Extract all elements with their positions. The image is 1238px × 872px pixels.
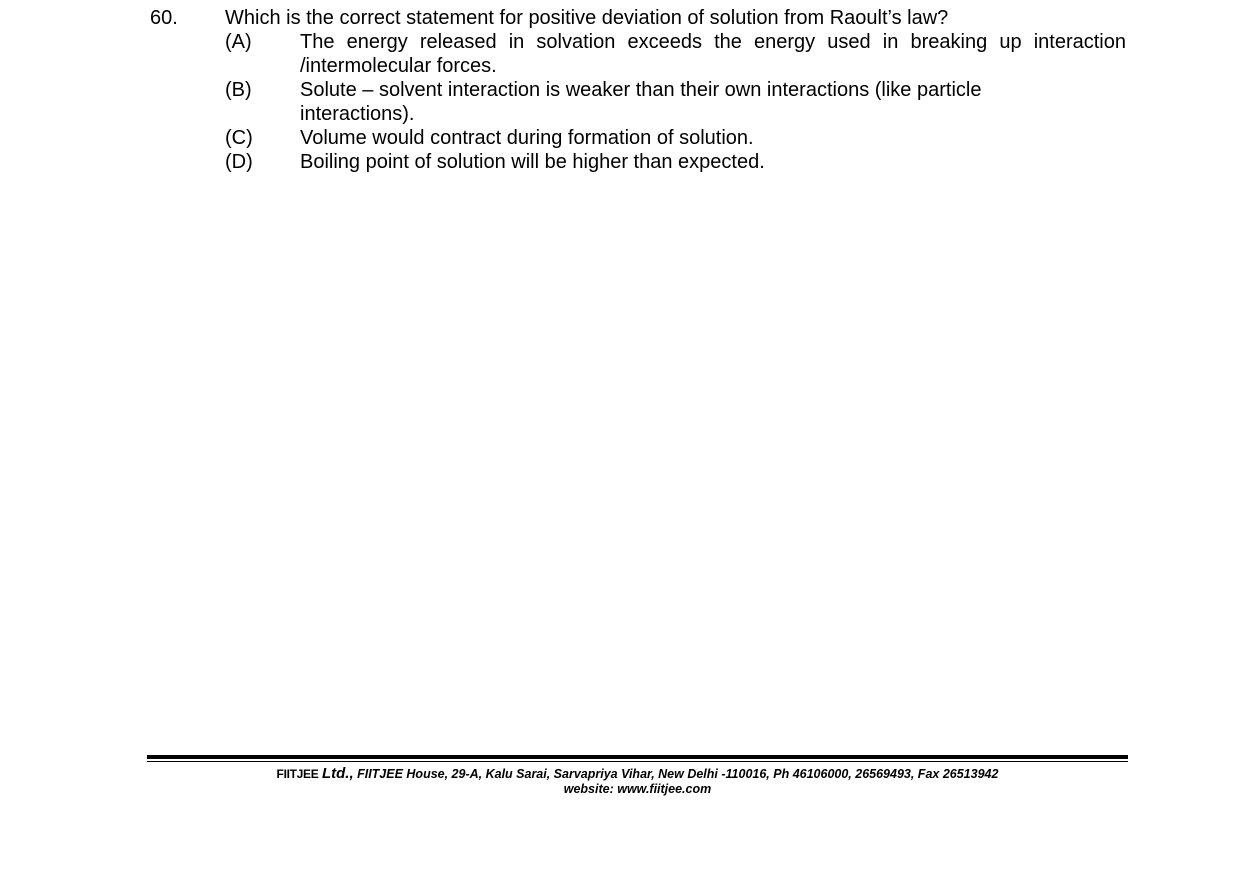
footer-rule-thin [147,761,1128,762]
question-number: 60. [150,7,178,29]
footer-address-line [147,766,1128,782]
option-a-text: The energy released in solvation exceeds the energy used in breaking up interaction /intermolecular forces. [300,31,1126,77]
question-text: Which is the correct statement for positive deviation of solution from Raoult’s law? [225,7,949,29]
question-header [150,6,1126,30]
option-d [225,150,1126,174]
option-d-label: (D) [225,151,253,173]
option-b [225,78,1126,126]
option-a-label: (A) [225,31,252,53]
option-c [225,126,1126,150]
footer-rule-thick [147,755,1128,759]
page-footer [147,755,1128,797]
option-d-text: Boiling point of solution will be higher than expected. [300,151,765,173]
option-c-label: (C) [225,127,253,149]
question-block [150,6,1126,174]
footer-brand: FIITJEE [276,767,319,781]
option-c-text: Volume would contract during formation of solution. [300,127,754,149]
option-b-label: (B) [225,79,252,101]
option-a [225,30,1126,78]
footer-website: website: www.fiitjee.com [563,782,712,796]
options-list [225,30,1126,174]
footer-address: FIITJEE House, 29-A, Kalu Sarai, Sarvapriya Vihar, New Delhi -110016, Ph 46106000, 26569493, Fax 26513942 [357,767,999,781]
option-b-text: Solute – solvent interaction is weaker than their own interactions (like particle interactions). [300,79,982,125]
footer-ltd: Ltd., [321,765,354,782]
